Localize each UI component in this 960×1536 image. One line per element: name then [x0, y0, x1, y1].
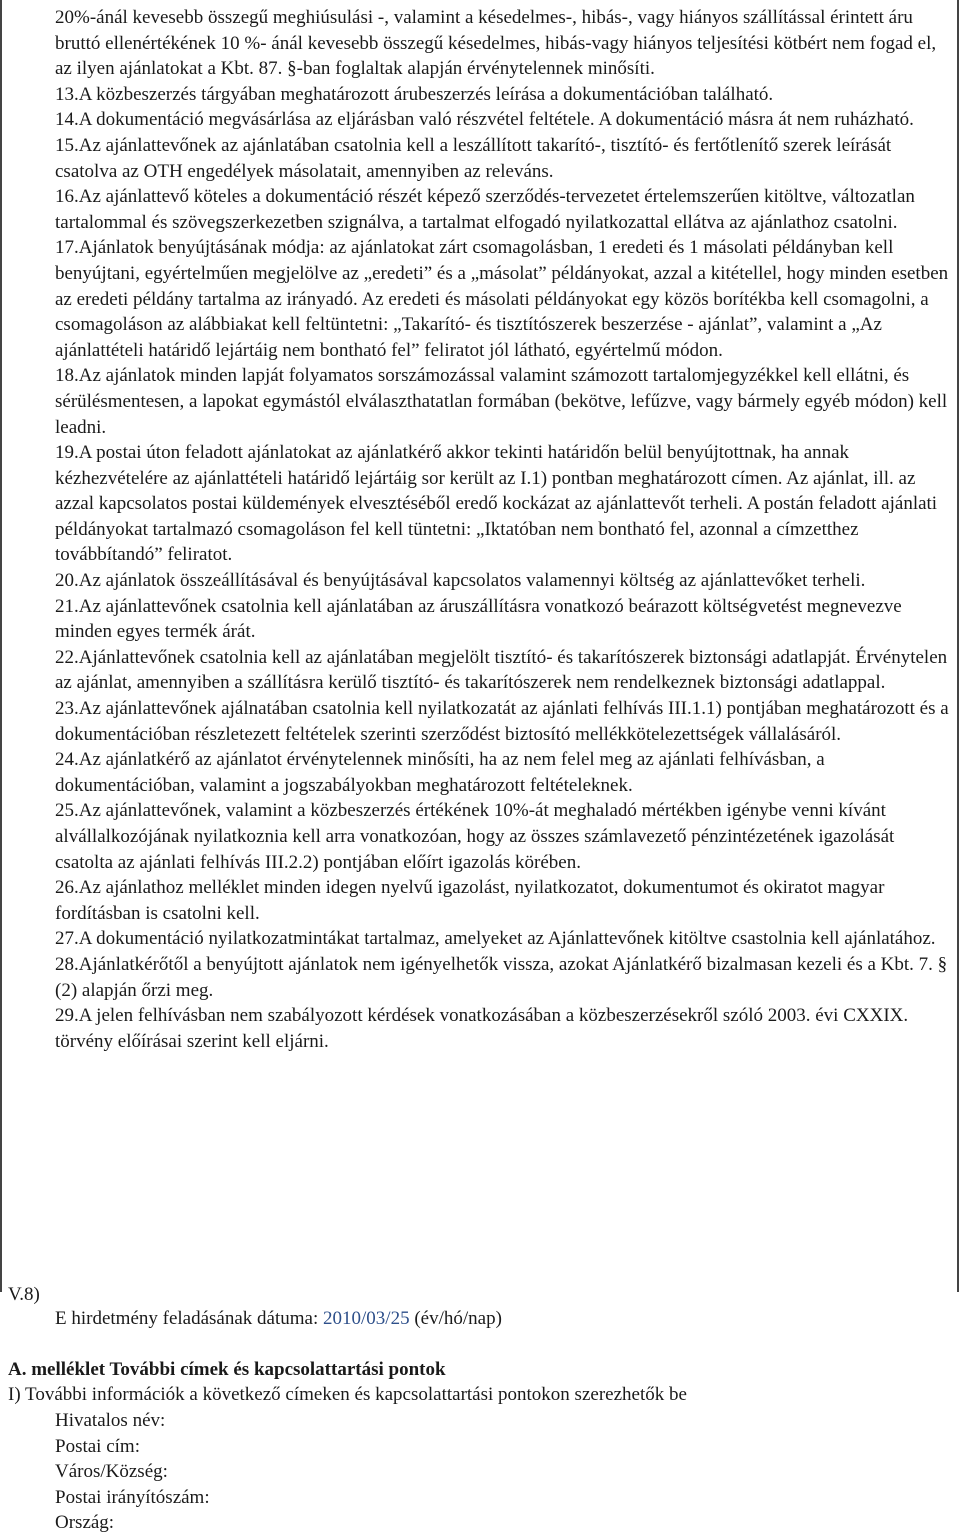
item-29: 29.A jelen felhívásban nem szabályozott kérdések vonatkozásában a közbeszerzésekről szóló 2003. évi CXXIX. törvény előírásai szerint kell eljárni.	[55, 1005, 909, 1052]
item-18: 18.Az ajánlatok minden lapját folyamatos sorszámozással valamint számozott tartalomjegyzékkel kell ellátni, és sérülésmentesen, a lapokat egymástól elválaszthatatlan formában (bekötve, lefűzve, vagy bármely egyéb módon) kell leadni.	[55, 365, 948, 438]
item-28: 28.Ajánlatkérőtől a benyújtott ajánlatok nem igényelhetők vissza, azokat Ajánlatkérő bizalmasan kezeli és a Kbt. 7. § (2) alapján őrzi meg.	[55, 953, 948, 1001]
item-paragraph: 20%-ánál kevesebb összegű meghiúsulási -, valamint a késedelmes-, hibás-, vagy hiányos szállítással érintett áru bruttó ellenértékének 10 %- ánál kevesebb összegű késedelmes, hibás-vagy hiányos teljesítési kötbért nem fogad el, az ilyen ajánlatokat a Kbt. 87. §-ban foglaltak alapján érvénytelennek minősíti.	[55, 7, 937, 80]
date-format: (év/hó/nap)	[409, 1308, 502, 1329]
numbered-items	[55, 5, 955, 1054]
item-16: 16.Az ajánlattevő köteles a dokumentáció részét képező szerződés-tervezetet értelemszerűen kitöltve, változatlan tartalommal és szövegszerkezetben szignálva, a tartalmat elfogadó nyilatkozattal ellátva az ajánlathoz csatolni.	[55, 186, 915, 233]
item-23: 23.Az ajánlattevőnek ajálnatában csatolnia kell nyilatkozatát az ajánlati felhívás III.1.1) pontjában meghatározott és a dokumentációban részletezett feltételek szerinti szerződést biztosító mellékkötelezettségek vállalásáról.	[55, 698, 949, 745]
item-25: 25.Az ajánlattevőnek, valamint a közbeszerzés értékének 10%-át meghaladó mértékben igénybe venni kívánt alvállalkozójának nyilatkoznia kell arra vonatkozóan, hogy az összes számlavezető pénzintézetének igazolását csatolta az ajánlati felhívás III.2.2) pontjában előírt igazolás körében.	[55, 800, 895, 873]
field-postal-code: Postai irányítószám:	[55, 1486, 210, 1508]
item-24: 24.Az ajánlatkérő az ajánlatot érvénytelennek minősíti, ha az nem felel meg az ajánlati felhívásban, a dokumentációban, valamint a jogszabályokban meghatározott feltételeknek.	[55, 749, 825, 796]
annex-subtitle: I) További információk a következő címeken és kapcsolattartási pontokon szerezhetők be	[8, 1384, 687, 1405]
item-20: 20.Az ajánlatok összeállításával és benyújtásával kapcsolatos valamennyi költség az ajánlattevőket terheli.	[55, 570, 866, 592]
item-13: 13.A közbeszerzés tárgyában meghatározott árubeszerzés leírása a dokumentációban található.	[55, 83, 774, 105]
right-border-line	[957, 0, 959, 1292]
field-country: Ország:	[55, 1512, 115, 1534]
contact-fields	[55, 1408, 210, 1536]
date-value: 2010/03/25	[323, 1308, 410, 1329]
item-26: 26.Az ajánlathoz melléklet minden idegen nyelvű igazolást, nyilatkozatot, dokumentumot és okiratot magyar fordításban is csatolni kell.	[55, 877, 885, 924]
section-number: V.8)	[8, 1284, 40, 1305]
item-14: 14.A dokumentáció megvásárlása az eljárásban való részvétel feltétele. A dokumentáció másra át nem ruházható.	[55, 109, 914, 131]
item-27: 27.A dokumentáció nyilatkozatmintákat tartalmaz, amelyeket az Ajánlattevőnek kitöltve csastolnia kell ajánlatához.	[55, 928, 936, 950]
item-21: 21.Az ajánlattevőnek csatolnia kell ajánlatában az áruszállításra vonatkozó beárazott költségvetést megnevezve minden egyes termék árát.	[55, 595, 902, 643]
publication-date-line	[55, 1306, 502, 1331]
field-town: Város/Község:	[55, 1461, 168, 1483]
field-official-name: Hivatalos név:	[55, 1410, 166, 1431]
item-22: 22.Ajánlattevőnek csatolnia kell az ajánlatában megjelölt tisztító- és takarítószerek biztonsági adatlapját. Érvénytelen az ajánlat, amennyiben a szállításra kerülő tisztító- és takarítószerek nem rendelkeznek biztonsági adatlappal.	[55, 646, 948, 694]
item-19: 19.A postai úton feladott ajánlatokat az ajánlatkérő akkor tekinti határidőn belül benyújtottnak, ha annak kézhezvételére az ajánlattételi határidő lejártáig sor került az I.1) pontban meghatározott címen. Az ajánlat, ill. az azzal kapcsolatos postai küldemények elvesztéséből eredő kockázat az ajánlattevőt terheli. A postán feladott ajánlati példányokat tartalmazó csomagoláson fel kell tüntetni: „Iktatóban nem bontható fel, azonnal a címzetthez továbbítandó” feliratot.	[55, 442, 938, 566]
item-15: 15.Az ajánlattevőnek az ajánlatában csatolnia kell a leszállított takarító-, tisztító- és fertőtlenítő szerek leírását csatolva az OTH engedélyek másolatait, amennyiben az releváns.	[55, 134, 892, 182]
annex-title: A. melléklet További címek és kapcsolattartási pontok	[8, 1359, 446, 1380]
item-17: 17.Ajánlatok benyújtásának módja: az ajánlatokat zárt csomagolásban, 1 eredeti és 1 másolati példányban kell benyújtani, egyértelműen megjelölve az „eredeti” és a „másolat” példányokat, azzal a kitétellel, hogy minden esetben az eredeti példány tartalma az irányadó. Az eredeti és másolati példányokat egy közös borítékba kell csomagolni, a csomagoláson az alábbiakat kell feltüntetni: „Takarító- és tisztítószerek beszerzése - ajánlat”, valamint a „Az ajánlattételi határidő lejártáig nem bontható fel” feliratot jól látható, egyértelmű módon.	[55, 237, 949, 361]
field-postal-address: Postai cím:	[55, 1435, 140, 1457]
date-label: E hirdetmény feladásának dátuma:	[55, 1308, 324, 1329]
left-border-line	[0, 0, 2, 1292]
